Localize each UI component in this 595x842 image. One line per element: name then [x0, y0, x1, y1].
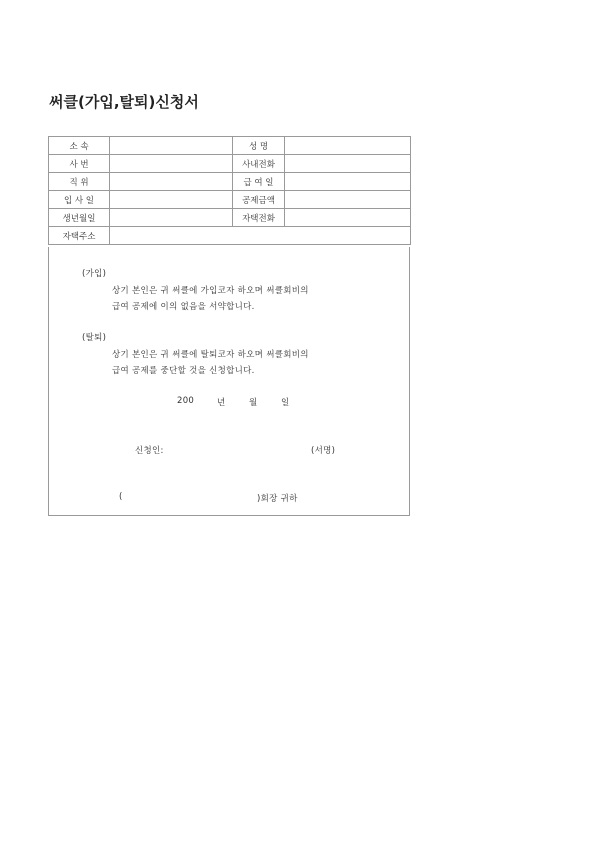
table-row — [49, 173, 411, 191]
table-row — [49, 155, 411, 173]
field-value-deduction-amount[interactable] — [285, 191, 411, 209]
join-statement-line-2: 급여 공제에 이의 없음을 서약합니다. — [112, 302, 255, 312]
withdraw-heading: (탈퇴) — [82, 333, 107, 343]
field-value-payday[interactable] — [285, 173, 411, 191]
document-title: 써클(가입,탈퇴)신청서 — [49, 93, 199, 111]
signature-label: (서명) — [311, 446, 336, 456]
field-label-position: 직 위 — [49, 173, 110, 191]
field-label-payday: 급 여 일 — [233, 173, 285, 191]
field-label-deduction-amount: 공제금액 — [233, 191, 285, 209]
field-value-name[interactable] — [285, 137, 411, 155]
field-label-office-phone: 사내전화 — [233, 155, 285, 173]
join-heading: (가입) — [82, 269, 107, 279]
field-label-home-address: 자택주소 — [49, 227, 110, 245]
table-row — [49, 227, 411, 245]
applicant-label: 신청인: — [135, 446, 164, 456]
field-label-birth-date: 생년월일 — [49, 209, 110, 227]
field-value-office-phone[interactable] — [285, 155, 411, 173]
join-statement-line-1: 상기 본인은 귀 써클에 가입코자 하오며 써클회비의 — [112, 286, 309, 296]
field-label-name: 성 명 — [233, 137, 285, 155]
applicant-info-table — [48, 136, 411, 245]
field-label-department: 소 속 — [49, 137, 110, 155]
recipient-suffix: )회장 귀하 — [257, 494, 298, 504]
field-value-home-phone[interactable] — [285, 209, 411, 227]
field-value-home-address[interactable] — [110, 227, 411, 245]
withdraw-statement-line-2: 급여 공제를 중단할 것을 신청합니다. — [112, 366, 255, 376]
field-value-department[interactable] — [110, 137, 233, 155]
recipient-open-paren: ( — [119, 492, 123, 502]
withdraw-statement-line-1: 상기 본인은 귀 써클에 탈퇴코자 하오며 써클회비의 — [112, 350, 309, 360]
field-label-home-phone: 자택전화 — [233, 209, 285, 227]
field-value-position[interactable] — [110, 173, 233, 191]
field-value-hire-date[interactable] — [110, 191, 233, 209]
field-value-birth-date[interactable] — [110, 209, 233, 227]
field-value-employee-number[interactable] — [110, 155, 233, 173]
table-row — [49, 209, 411, 227]
date-day-label: 일 — [281, 398, 290, 408]
field-label-employee-number: 사 번 — [49, 155, 110, 173]
date-year-prefix: 200 — [177, 396, 195, 406]
table-row — [49, 191, 411, 209]
date-year-label: 년 — [217, 398, 226, 408]
table-row — [49, 137, 411, 155]
application-body — [48, 247, 410, 516]
field-label-hire-date: 입 사 일 — [49, 191, 110, 209]
date-month-label: 월 — [249, 398, 258, 408]
